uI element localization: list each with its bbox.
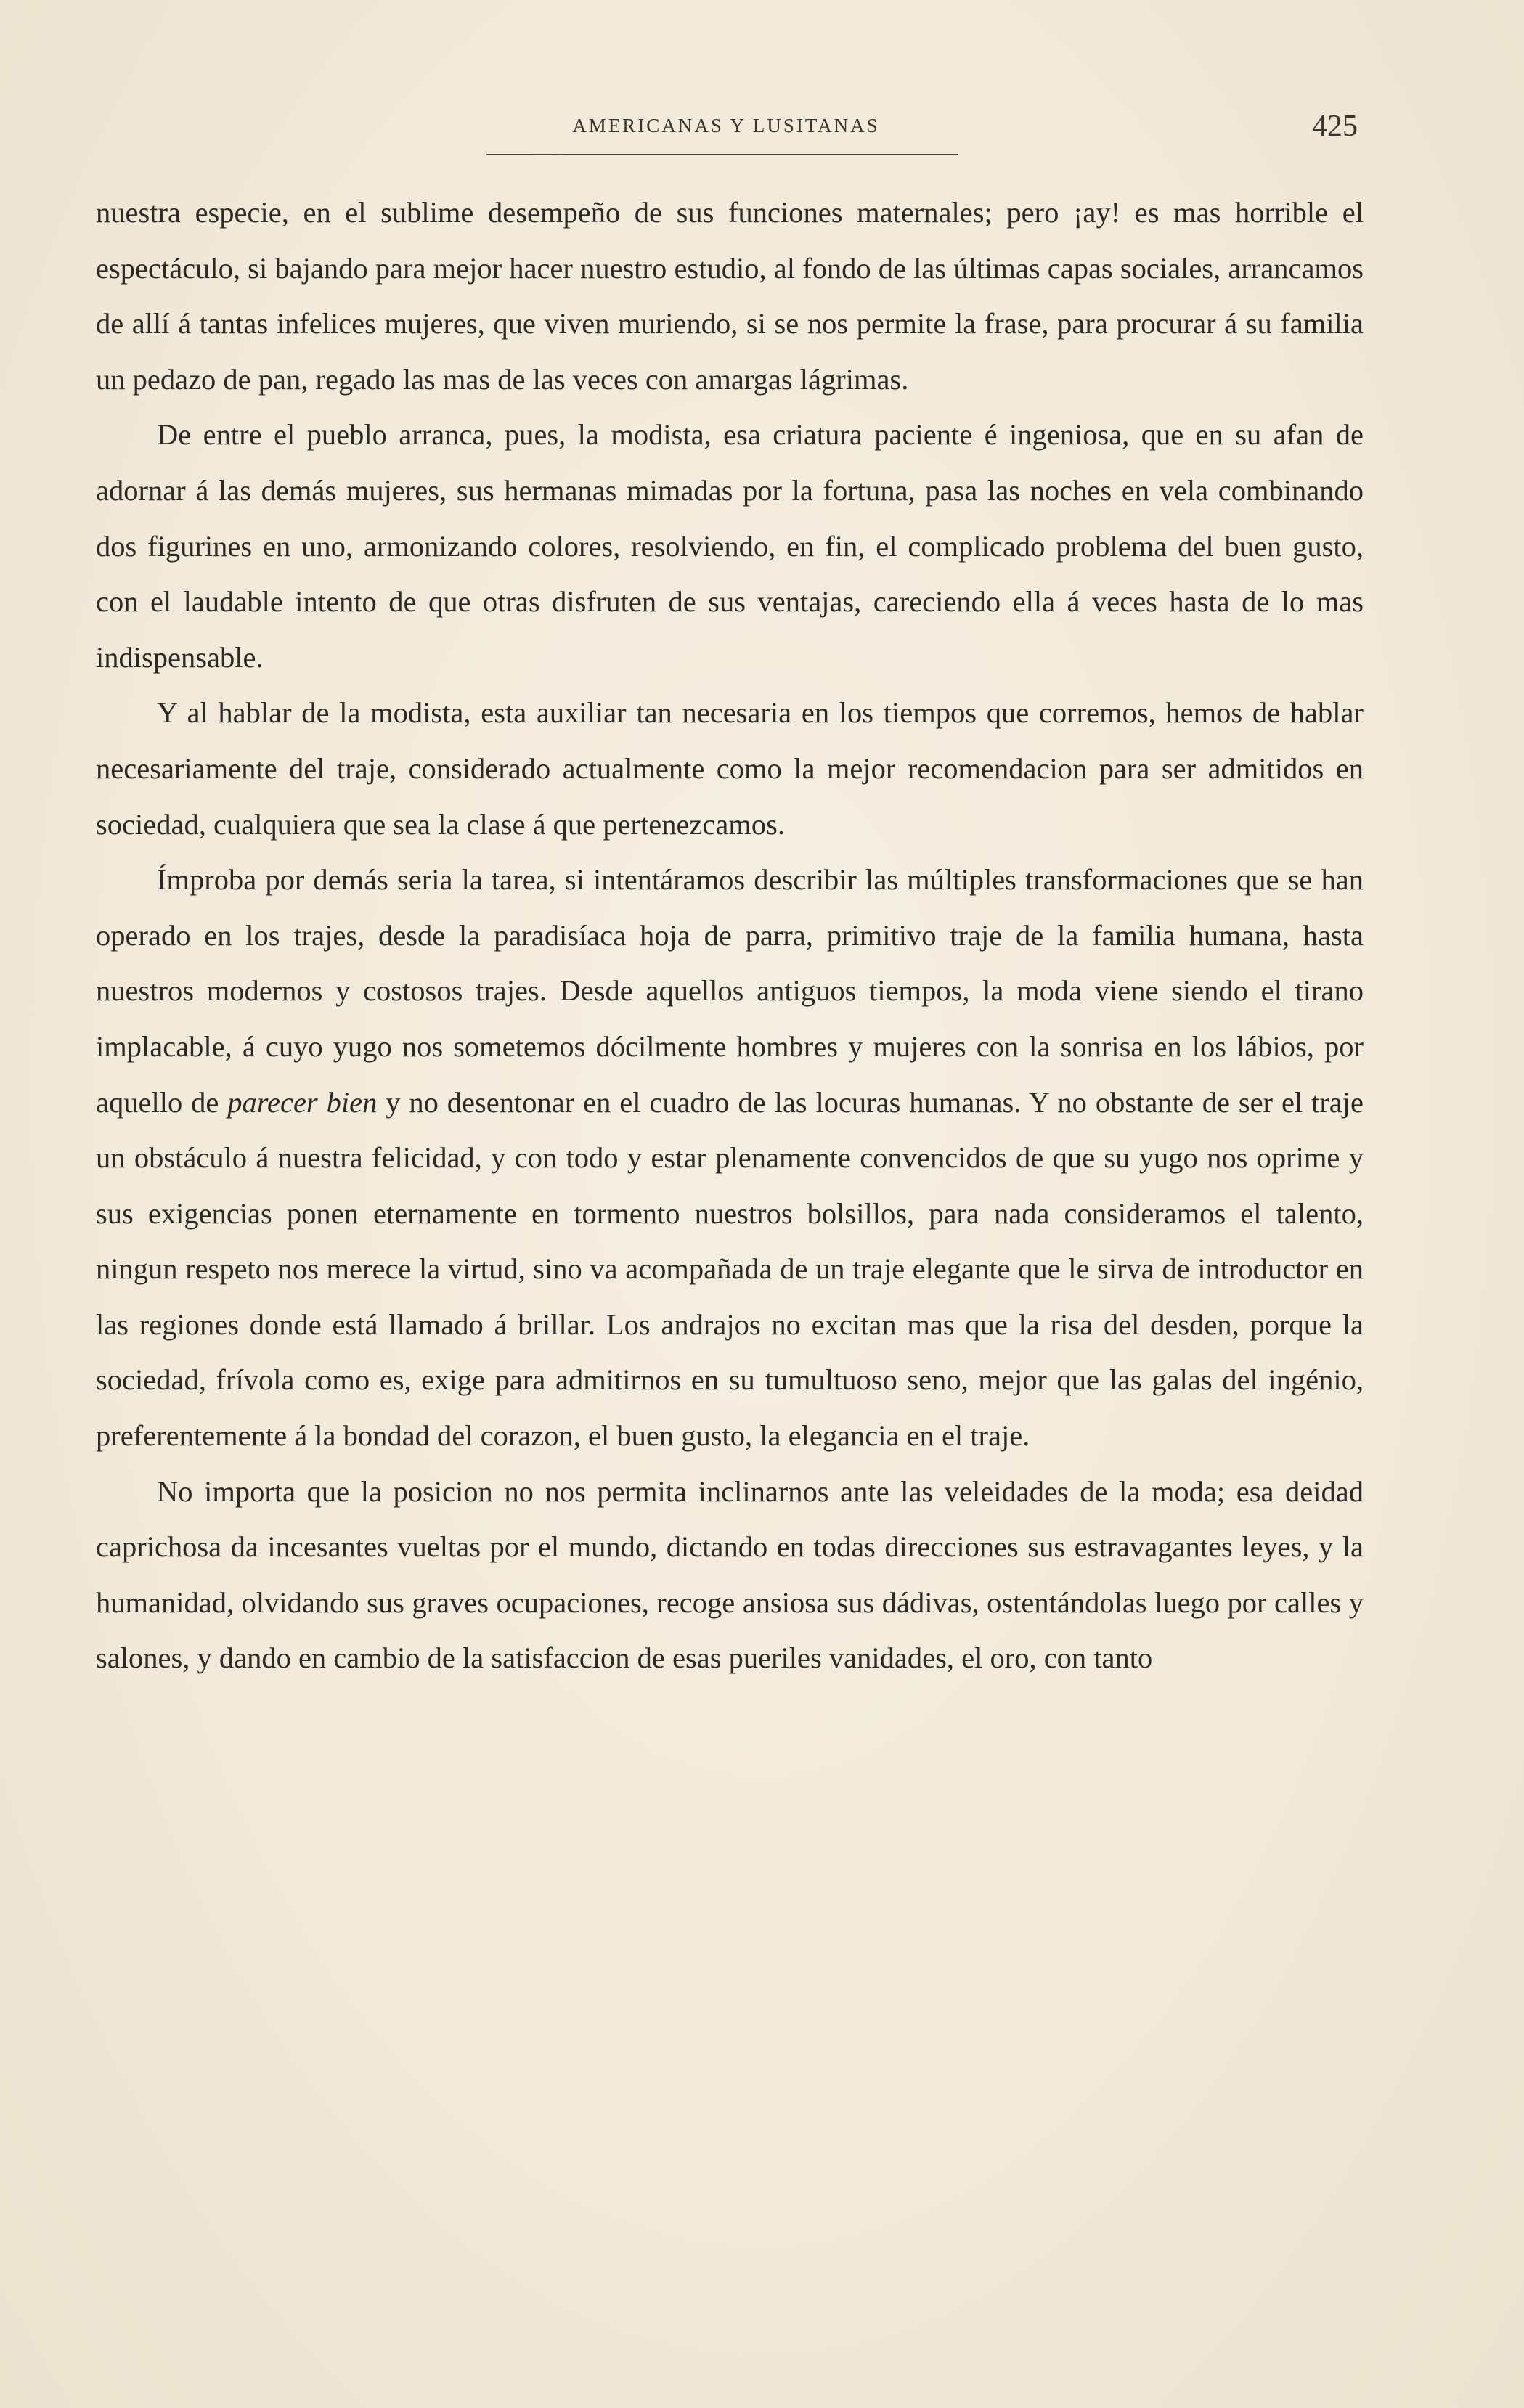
paragraph-4 bbox=[96, 852, 1364, 1464]
running-head bbox=[94, 110, 1358, 158]
paragraph-4-part-1: Ímproba por demás seria la tarea, si intentáramos describir las múltiples transformaciones que se han operado en los trajes, desde la paradisíaca hoja de parra, primitivo traje de la familia humana, hasta nuestros modernos y costosos trajes. Desde aquellos antiguos tiempos, la moda viene siendo el tirano implacable, á cuyo yugo nos sometemos dócilmente hombres y mujeres con la sonrisa en los lábios, por aquello de bbox=[96, 863, 1364, 1119]
body-text bbox=[96, 185, 1364, 1686]
paragraph-1: nuestra especie, en el sublime desempeño de sus funciones maternales; pero ¡ay! es mas horrible el espectáculo, si bajando para mejor hacer nuestro estudio, al fondo de las últimas capas sociales, arrancamos de allí á tantas infelices mujeres, que viven muriendo, si se nos permite la frase, para procurar á su familia un pedazo de pan, regado las mas de las veces con amargas lágrimas. bbox=[96, 196, 1364, 396]
header-rule bbox=[486, 154, 958, 155]
page-number: 425 bbox=[1312, 110, 1358, 143]
paragraph-2: De entre el pueblo arranca, pues, la modista, esa criatura paciente é ingeniosa, que en su afan de adornar á las demás mujeres, sus hermanas mimadas por la fortuna, pasa las noches en vela combinando dos figurines en uno, armonizando colores, resolviendo, en fin, el complicado problema del buen gusto, con el laudable intento de que otras disfruten de sus ventajas, careciendo ella á veces hasta de lo mas indispensable. bbox=[96, 418, 1364, 674]
paragraph-4-part-2: y no desentonar en el cuadro de las locuras humanas. Y no obstante de ser el traje un obstáculo á nuestra felicidad, y con todo y estar plenamente convencidos de que su yugo nos oprime y sus exigencias ponen eternamente en tormento nuestros bolsillos, para nada consideramos el talento, ningun respeto nos merece la virtud, sino va acompañada de un traje elegante que le sirva de introductor en las regiones donde está llamado á brillar. Los andrajos no excitan mas que la risa del desden, porque la sociedad, frívola como es, exige para admitirnos en su tumultuoso seno, mejor que las galas del ingénio, preferentemente á la bondad del corazon, el buen gusto, la elegancia en el traje. bbox=[96, 1085, 1364, 1453]
paragraph-5: No importa que la posicion no nos permita inclinarnos ante las veleidades de la moda; esa deidad caprichosa da incesantes vueltas por el mundo, dictando en todas direcciones sus estravagantes leyes, y la humanidad, olvidando sus graves ocupaciones, recoge ansiosa sus dádivas, ostentándolas luego por calles y salones, y dando en cambio de la satisfaccion de esas pueriles vanidades, el oro, con tanto bbox=[96, 1474, 1364, 1675]
paragraph-3: Y al hablar de la modista, esta auxiliar tan necesaria en los tiempos que corremos, hemos de hablar necesariamente del traje, considerado actualmente como la mejor recomendacion para ser admitidos en sociedad, cualquiera que sea la clase á que pertenezcamos. bbox=[96, 696, 1364, 841]
italic-phrase: parecer bien bbox=[227, 1085, 378, 1119]
running-head-title: AMERICANAS Y LUSITANAS bbox=[572, 115, 880, 136]
